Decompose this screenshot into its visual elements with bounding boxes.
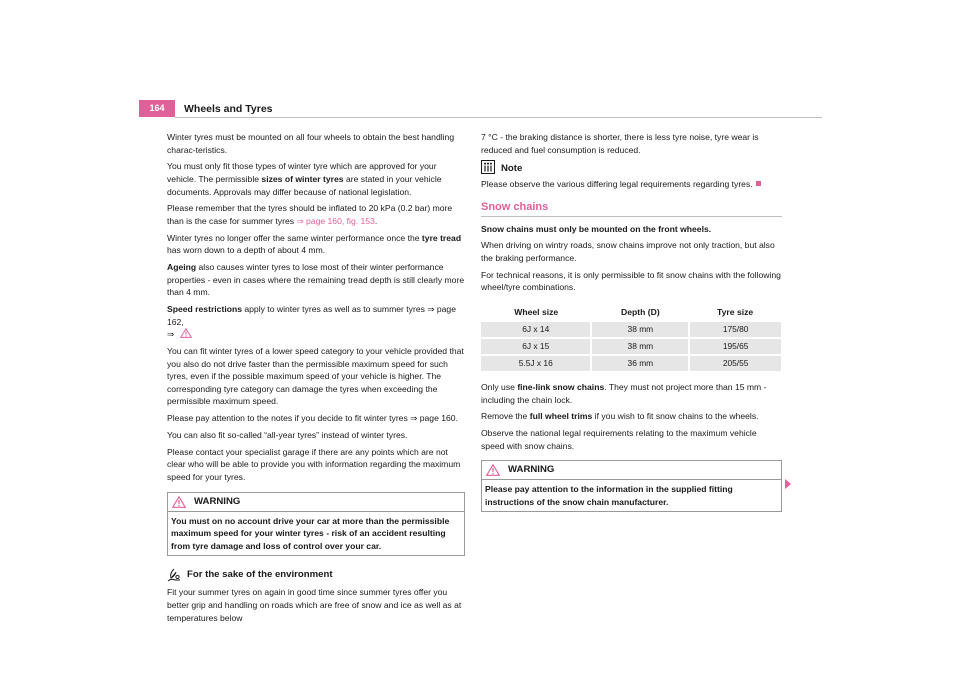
note-text: Please observe the various differing legal requirements regarding tyres. [481,178,782,191]
table-cell: 38 mm [591,322,689,338]
paragraph: Winter tyres no longer offer the same winter performance once the tyre tread has worn down to a depth of about 4 mm. [167,232,462,256]
table-row [481,355,781,372]
environment-title: For the sake of the environment [187,569,333,581]
table-row [481,322,781,338]
table-cell: 5.5J x 16 [481,355,591,372]
paragraph: Ageing also causes winter tyres to lose most of their winter performance properties - even in cases where the remaining tread depth is still clearly more than 4 mm. [167,262,465,298]
section-title: Snow chains [481,201,782,217]
table-header-cell: Tyre size [717,306,754,317]
warning-text: Please pay attention to the information in the supplied fitting instructions of the snow chain manufacturer. [485,484,733,507]
section-lead: Snow chains must only be mounted on the front wheels. [481,223,712,234]
table-row [481,338,781,355]
paragraph: Observe the national legal requirements relating to the maximum vehicle speed with snow chains. [481,428,757,451]
paragraph: Remove the full wheel trims if you wish to fit snow chains to the wheels. [481,411,759,422]
header-rule [175,117,822,118]
page-title: Wheels and Tyres [184,103,273,115]
paragraph: You must only fit those types of winter tyre which are approved for your vehicle. The permissible sizes of winter tyres are stated in your vehicle documents. Approvals may differ because of national legislation. [167,161,442,197]
warning-icon [486,464,500,476]
note-icon [481,160,495,174]
continue-arrow-icon [785,479,791,489]
warning-header [482,461,781,480]
note-label: Note [501,163,523,175]
paragraph: When driving on wintry roads, snow chains improve not only traction, but also the braking performance. [481,240,775,263]
paragraph: Winter tyres must be mounted on all four wheels to obtain the best handling charac-teristics. [167,132,455,155]
environment-icon [167,568,181,582]
table-header-cell: Depth (D) [621,306,660,317]
snow-chain-table [481,302,781,373]
paragraph: You can fit winter tyres of a lower speed category to your vehicle provided that you also do not drive faster than the permissible maximum speed for such tyres, even if the possible maximum speed of your vehicle is higher. The corresponding tyre category can damage the tyres when exceeding the permissible maximum speed. [167,346,464,407]
warning-box [481,460,782,512]
paragraph: Speed restrictions apply to winter tyres as well as to summer tyres ⇒ page 162, ⇒ [167,304,456,340]
table-header-row [481,302,781,322]
paragraph: Please pay attention to the notes if you decide to fit winter tyres ⇒ page 160. [167,413,458,424]
warning-label: WARNING [194,495,241,507]
end-of-section-marker [756,181,761,186]
note-header [481,160,782,176]
environment-text: Fit your summer tyres on again in good time since summer tyres offer you better grip and handling on roads which are free of snow and ice as well as at temperatures below [167,587,462,623]
table-cell: 36 mm [591,355,689,372]
table-cell: 38 mm [591,338,689,355]
table-cell: 205/55 [689,355,781,372]
warning-box [167,492,465,557]
right-column [481,131,782,524]
paragraph: Please remember that the tyres should be inflated to 20 kPa (0.2 bar) more than is the case for summer tyres ⇒ page 160, fig. 153. [167,203,453,226]
warning-text: You must on no account drive your car at more than the permissible maximum speed for your winter tyres - risk of an accident resulting from tyre damage and loss of control over your car. [171,515,450,551]
warning-icon [172,496,186,508]
paragraph: For technical reasons, it is only permissible to fit snow chains with the following wheel/tyre combinations. [481,269,781,293]
warning-header [168,493,464,512]
table-cell: 6J x 14 [481,322,591,338]
table-cell: 175/80 [689,322,781,338]
warning-icon [180,328,192,338]
paragraph: Please contact your specialist garage if there are any points which are not clear who will be able to provide you with information regarding the maximum speed for your tyres. [167,446,461,482]
table-header-cell: Wheel size [514,306,559,317]
paragraph: 7 °C - the braking distance is shorter, there is less tyre noise, tyre wear is reduced and fuel consumption is reduced. [481,132,759,155]
table-cell: 6J x 15 [481,338,591,355]
left-column [167,131,465,628]
table-cell: 195/65 [689,338,781,355]
page-number: 164 [139,100,175,117]
paragraph: You can also fit so-called “all-year tyres” instead of winter tyres. [167,429,408,440]
paragraph: Only use fine-link snow chains. They must not project more than 15 mm - including the chain lock. [481,381,767,405]
environment-header [167,568,465,582]
page-reference-link[interactable]: ⇒ page 160, fig. 153 [296,215,375,226]
warning-label: WARNING [508,464,555,476]
